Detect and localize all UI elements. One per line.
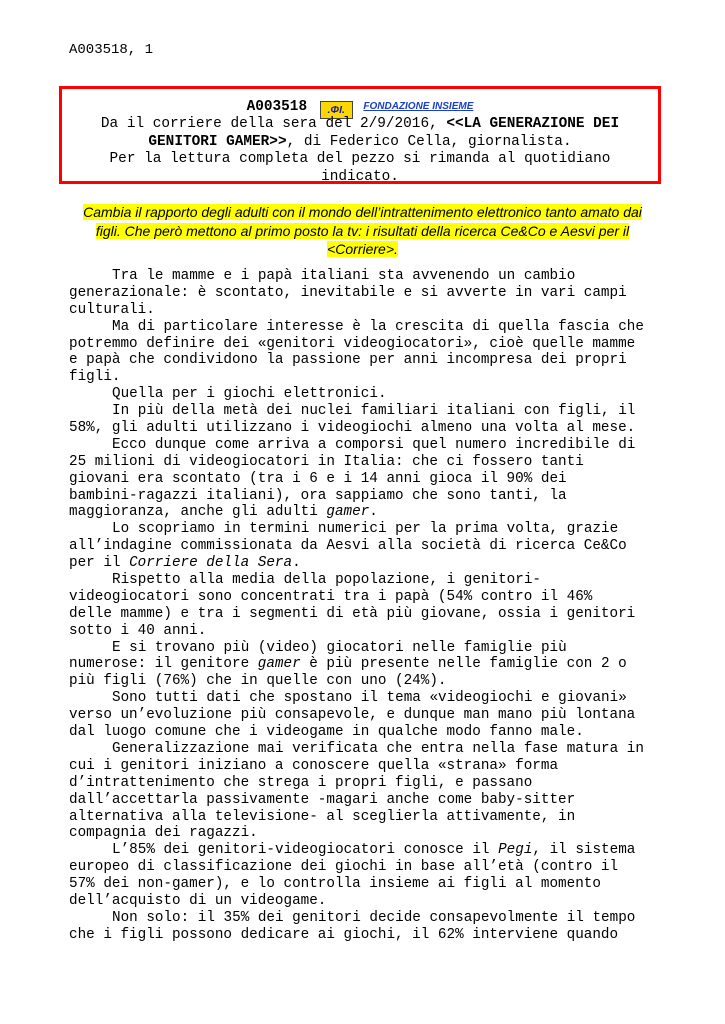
article-line: sotto i 40 anni. xyxy=(69,622,207,639)
article-line: bambini-ragazzi italiani), ora sappiamo che sono tanti, la xyxy=(69,487,567,504)
source-info-box xyxy=(59,86,661,184)
article-body xyxy=(69,268,669,944)
italic-term: gamer xyxy=(326,504,370,521)
italic-term: gamer xyxy=(257,656,301,673)
article-line: 58%, gli adulti utilizzano i videogiochi almeno una volta al mese. xyxy=(69,420,636,437)
article-line: d’intrattenimento che strega i propri figli, e passano xyxy=(69,774,533,791)
summary-highlight xyxy=(62,203,663,259)
italic-term: Corriere della Sera xyxy=(129,555,293,572)
source-box-heading xyxy=(62,97,658,116)
article-line: Generalizzazione mai verificata che entra nella fase matura in xyxy=(112,740,644,757)
article-line: culturali. xyxy=(69,301,155,318)
article-line: più figli (76%) che in quelle con uno (24%). xyxy=(69,673,447,690)
text-run: numerose: il genitore xyxy=(69,656,258,673)
article-line: figli. xyxy=(69,369,121,386)
source-text: Da il corriere della sera del 2/9/2016, xyxy=(100,116,447,132)
article-line: Non solo: il 35% dei genitori decide consapevolmente il tempo xyxy=(112,909,636,926)
article-line: dell’acquisto di un videogame. xyxy=(69,892,327,909)
article-line: e papà che condividono la passione per anni incompresa dei propri xyxy=(69,352,627,369)
document-id-header: A003518, 1 xyxy=(69,42,154,58)
text-run: è più presente nelle famiglie con 2 o xyxy=(300,656,627,673)
reading-note-end: indicato. xyxy=(321,168,399,185)
foundation-link[interactable]: FONDAZIONE INSIEME xyxy=(363,101,474,112)
text-run: , il sistema xyxy=(532,842,636,859)
article-title-part2: GENITORI GAMER>> xyxy=(148,133,287,150)
reading-note: Per la lettura completa del pezzo si rimanda al quotidiano xyxy=(109,151,611,167)
article-line: alternativa alla televisione- al sceglierla attivamente, in xyxy=(69,808,576,825)
article-title-part1: <<LA GENERAZIONE DEI xyxy=(446,116,620,132)
text-run: . xyxy=(369,504,378,521)
source-line xyxy=(62,116,658,134)
article-line: 25 milioni di videogiocatori in Italia: che ci fossero tanti xyxy=(69,453,584,470)
article-line: 57% dei non-gamer), e lo controlla insieme ai figli al momento xyxy=(69,876,601,893)
article-line: dall’accettarla passivamente -magari anche come baby-sitter xyxy=(69,791,576,808)
summary-line: Cambia il rapporto degli adulti con il mondo dell’intrattenimento elettronico tanto amato dai xyxy=(83,204,642,220)
article-line: In più della metà dei nuclei familiari italiani con figli, il xyxy=(112,403,636,420)
article-line: Rispetto alla media della popolazione, i genitori- xyxy=(112,572,541,589)
article-line: delle mamme) e tra i segmenti di età più giovane, ossia i genitori xyxy=(69,605,636,622)
article-line: generazionale: è scontato, inevitabile e si avverte in vari campi xyxy=(69,284,627,301)
article-line: che i figli possono dedicare ai giochi, il 62% interviene quando xyxy=(69,926,619,943)
article-line: giovani era scontato (tra i 6 e i 14 anni gioca il 90% dei xyxy=(69,470,567,487)
text-run: per il xyxy=(69,555,130,572)
text-run: . xyxy=(292,555,301,572)
article-line: Tra le mamme e i papà italiani sta avvenendo un cambio xyxy=(112,268,576,284)
article-line: videogiocatori sono concentrati tra i papà (54% contro il 46% xyxy=(69,588,593,605)
article-line: verso un’evoluzione più consapevole, e dunque man mano più lontana xyxy=(69,707,636,724)
summary-line: <Corriere>. xyxy=(327,241,398,257)
article-line xyxy=(69,504,669,521)
article-line: Ma di particolare interesse è la crescita di quella fascia che xyxy=(112,318,644,335)
foundation-logo-icon: .ΦI. xyxy=(320,101,353,119)
article-line: Ecco dunque come arriva a comporsi quel numero incredibile di xyxy=(112,436,636,453)
text-run: maggioranza, anche gli adulti xyxy=(69,504,327,521)
article-line: potremmo definire dei «genitori videogiocatori», cioè quelle mamme xyxy=(69,335,636,352)
article-line: Quella per i giochi elettronici. xyxy=(112,386,387,403)
source-line xyxy=(62,134,658,152)
article-line: E si trovano più (video) giocatori nelle famiglie più xyxy=(112,639,567,656)
article-line: Lo scopriamo in termini numerici per la prima volta, grazie xyxy=(112,521,619,538)
article-line: compagnia dei ragazzi. xyxy=(69,825,258,842)
author-text: , di Federico Cella, giornalista. xyxy=(286,133,572,150)
article-line: Sono tutti dati che spostano il tema «videogiochi e giovani» xyxy=(112,690,627,707)
article-line: dal luogo comune che i videogame in qualche modo fanno male. xyxy=(69,724,584,741)
summary-line: figli. Che però mettono al primo posto la tv: i risultati della ricerca Ce&Co e Aesvi per il xyxy=(95,222,630,239)
italic-term: Pegi xyxy=(498,842,533,859)
article-line xyxy=(69,656,669,673)
document-code: A003518 xyxy=(246,99,308,115)
article-line xyxy=(69,842,669,859)
article-line xyxy=(69,555,669,572)
text-run: L’85% dei genitori-videogiocatori conosce il xyxy=(112,842,499,859)
article-line: europeo di classificazione dei giochi in base all’età (contro il xyxy=(69,859,619,876)
article-line: all’indagine commissionata da Aesvi alla società di ricerca Ce&Co xyxy=(69,538,627,555)
article-line: cui i genitori iniziano a conoscere quella «strana» forma xyxy=(69,757,559,774)
